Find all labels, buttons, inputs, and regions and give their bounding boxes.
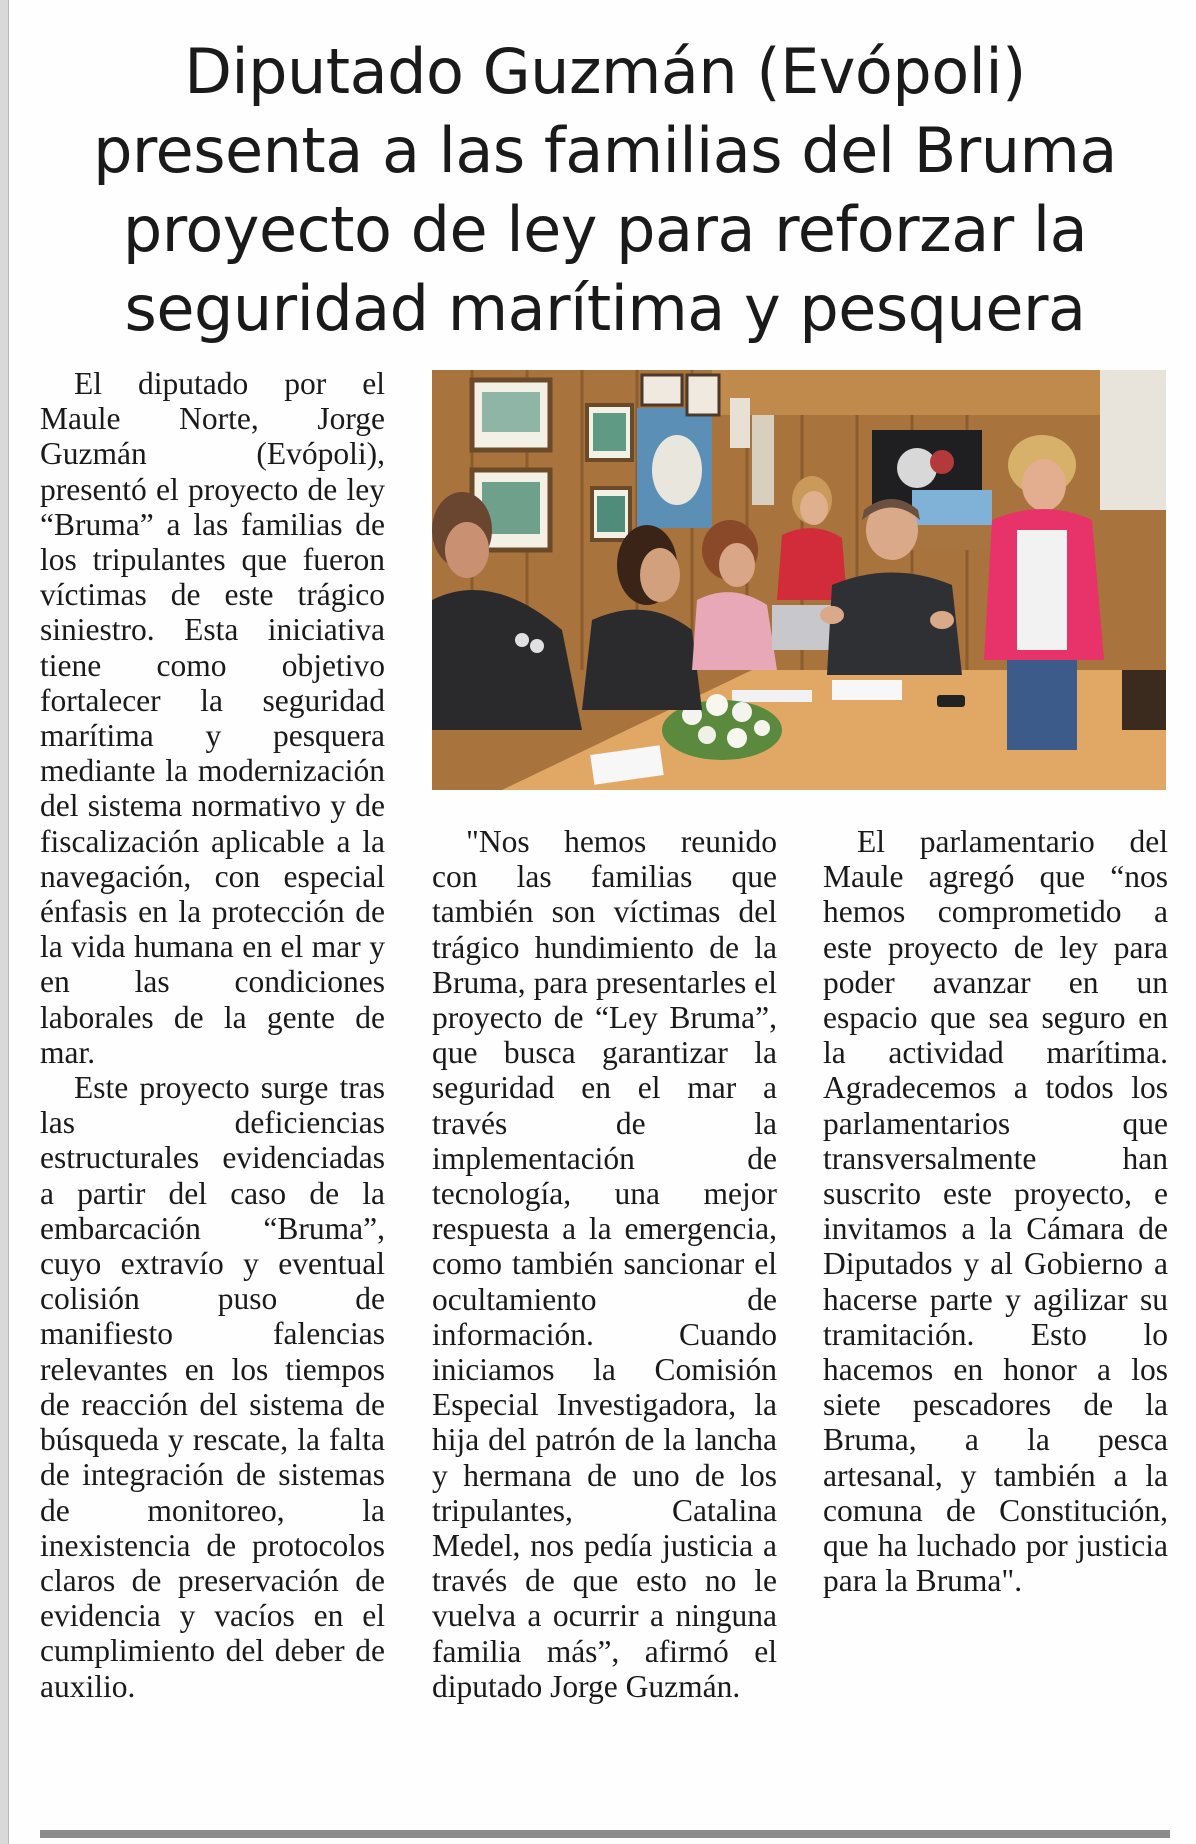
page-edge: [0, 0, 9, 1844]
paragraph: El diputado por el Maule Norte, Jorge Guzmán (Evópoli), presentó el proyecto de ley “Bruma” a las familias de los tripulantes que fueron víctimas de este trágico siniestro. Esta iniciativa tiene como objetivo fortalecer la seguridad marítima y pesquera mediante la modernización del sistema normativo y de fiscalización aplicable a la navegación, con especial énfasis en la protección de la vida humana en el mar y en las condiciones laborales de la gente de mar.: [40, 366, 385, 1070]
paragraph: "Nos hemos reunido con las familias que también son víctimas del trágico hundimiento de la Bruma, para presentarles el proyecto de “Ley Bruma”, que busca garantizar la seguridad en el mar a través de la implementación de tecnología, una mejor respuesta a la emergencia, como también sancionar el ocultamiento de información. Cuando iniciamos la Comisión Especial Investigadora, la hija del patrón de la lancha y hermana de uno de los tripulantes, Catalina Medel, nos pedía justicia a través de que esto no le vuelva a ocurrir a ninguna familia más”, afirmó el diputado Jorge Guzmán.: [432, 824, 777, 1704]
paragraph: El parlamentario del Maule agregó que “nos hemos comprometido a este proyecto de ley para poder avanzar en un espacio que sea seguro en la actividad marítima. Agradecemos a todos los parlamentarios que transversalmente han suscrito este proyecto, e invitamos a la Cámara de Diputados y al Gobierno a hacerse parte y agilizar su tramitación. Esto lo hacemos en honor a los siete pescadores de la Bruma, a la pesca artesanal, y también a la comuna de Constitución, que ha luchado por justicia para la Bruma".: [823, 824, 1168, 1599]
bottom-rule: [40, 1830, 1170, 1838]
meeting-photo-illustration: [432, 370, 1166, 790]
photo-meeting: [432, 370, 1166, 790]
ceiling: [712, 370, 1166, 415]
article-column-2: [432, 824, 777, 1704]
article-column-1: [40, 366, 385, 1704]
paragraph: Este proyecto surge tras las deficiencias estructurales evidenciadas a partir del caso de la embarcación “Bruma”, cuyo extravío y eventual colisión puso de manifiesto falencias relevantes en los tiempos de reacción del sistema de búsqueda y rescate, la falta de integración de sistemas de monitoreo, la inexistencia de protocolos claros de preservación de evidencia y vacíos en el cumplimiento del deber de auxilio.: [40, 1070, 385, 1704]
article-headline: Diputado Guzmán (Evópoli) presenta a las familias del Bruma proyecto de ley para reforzar la seguridad marítima y pesquera: [93, 35, 1117, 345]
article-column-3: [823, 824, 1168, 1598]
window: [1100, 370, 1166, 510]
